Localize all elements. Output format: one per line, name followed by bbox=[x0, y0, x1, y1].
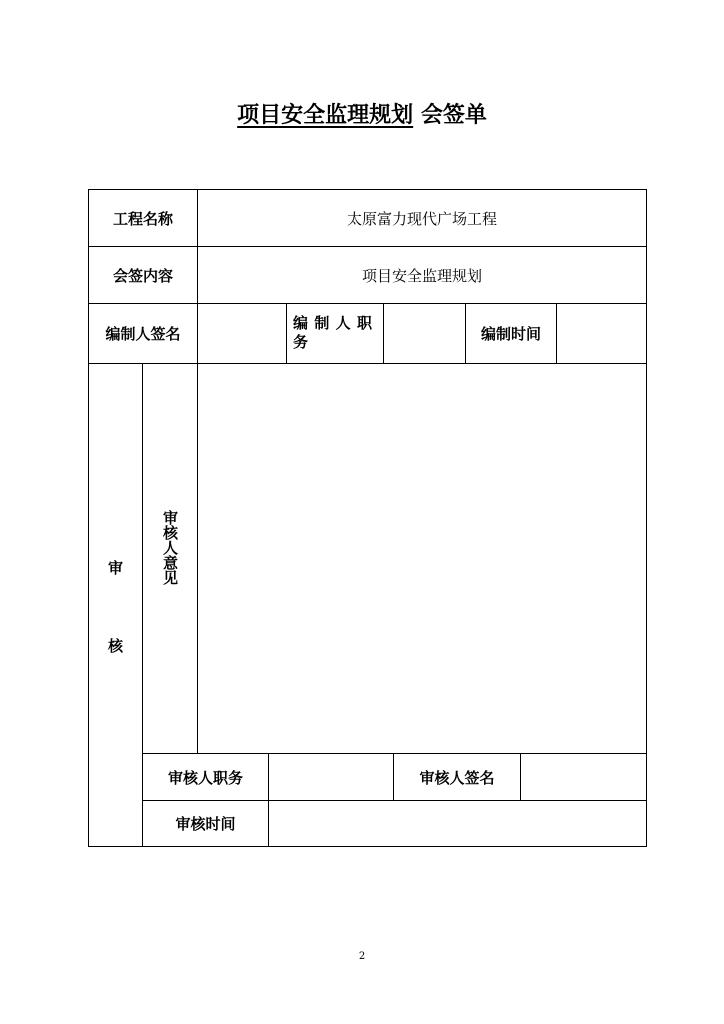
project-name-label: 工程名称 bbox=[112, 209, 173, 228]
reviewer-title-field[interactable] bbox=[269, 754, 393, 800]
preparer-title-label: 编制人职务 bbox=[293, 314, 377, 351]
reviewer-sign-label: 审核人签名 bbox=[419, 768, 495, 787]
prepare-time-label: 编制时间 bbox=[480, 325, 541, 343]
title-rest: 会签单 bbox=[420, 103, 487, 128]
page-number: 2 bbox=[358, 951, 366, 962]
project-name-value: 太原富力现代广场工程 bbox=[346, 209, 497, 228]
document-title bbox=[0, 98, 724, 129]
reviewer-opinion-label-cell bbox=[143, 510, 197, 610]
content-label: 会签内容 bbox=[112, 266, 173, 285]
reviewer-opinion-label: 审核人意见 bbox=[161, 510, 179, 585]
reviewer-sign-field[interactable] bbox=[521, 754, 646, 800]
preparer-sign-label: 编制人签名 bbox=[105, 325, 181, 343]
content-value: 项目安全监理规划 bbox=[361, 266, 482, 285]
table-border-right bbox=[646, 189, 647, 847]
title-underlined-part: 项目安全监理规划 bbox=[237, 103, 414, 128]
review-time-label: 审核时间 bbox=[175, 815, 236, 833]
reviewer-opinion-field[interactable] bbox=[198, 364, 646, 753]
review-time-field[interactable] bbox=[269, 801, 646, 846]
table-border-bottom bbox=[88, 846, 647, 847]
review-section-char2: 核 bbox=[107, 636, 123, 655]
preparer-sign-field[interactable] bbox=[198, 304, 286, 363]
preparer-title-field[interactable] bbox=[384, 304, 465, 363]
prepare-time-field[interactable] bbox=[557, 304, 646, 363]
review-section-char1: 审 bbox=[107, 558, 123, 577]
reviewer-title-label: 审核人职务 bbox=[167, 768, 243, 787]
